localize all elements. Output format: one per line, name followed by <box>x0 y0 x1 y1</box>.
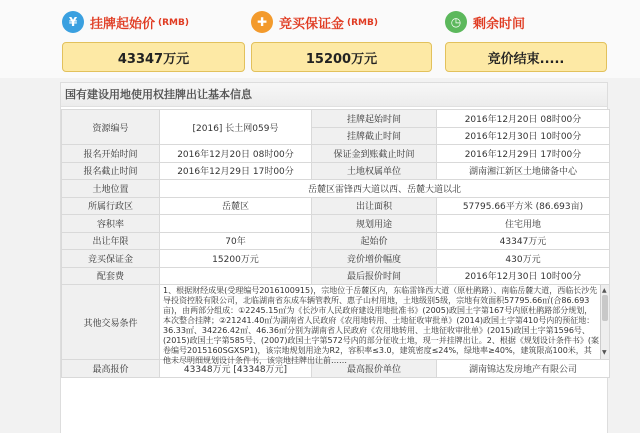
table-row <box>62 180 610 198</box>
other-conditions-text: 1、根据财经成果(受理编号2016100915)，宗地位于岳麓区内，东临雷锋西大道（原杜鹃路）、南临岳麓大道，西临长沙先导投资控股有限公司，北临湖南省东成车辆管教所、惠子山村用地，土地级别5级，宗地有效面积57795.66㎡(合86.693亩)，由两部分组成：①2245.15㎡为《长沙市人民政府建设用地批准书》(2005)政国土字第167号内原杜鹃路部分规划，本次整合挂牌；②21241.40㎡为湖南省人民政府《农用地转用、土地征收审批单》(2014)政国土字第410号内的预征地：36.33㎡、34226.42㎡、46.36㎡分别为湖南省人民政府《农用地转用、土地征收审批单》(2015)政国土字第1596号、(2015)政国土字第585号、(2007)政国土字第572号内的部分征收土地，现一并挂牌出让。2、根据《规划设计条件书》(案卷编号2015160SGXSP1)，该宗地规划用途为R2，容积率≤3.0，建筑密度≤24%，绿地率≥40%，建筑限高100米，其他未尽明细规划设计条件书，该宗地挂牌出让前…… <box>163 286 599 365</box>
start-price-value: 43347万元 <box>62 42 245 72</box>
remaining-value: 竞价结束..... <box>445 42 607 72</box>
other-conditions-cell[interactable] <box>160 285 610 365</box>
increment-label: 竞价增价幅度 <box>312 250 437 268</box>
highest-bidder-value: 湖南锦达发房地产有限公司 <box>437 360 610 378</box>
plot-ratio-value <box>160 215 312 233</box>
table-row <box>62 267 610 285</box>
notes-scrollbar[interactable] <box>600 285 609 359</box>
org-value: 湖南湘江新区土地储备中心 <box>437 162 610 180</box>
resource-no-value: [2016] 长土网059号 <box>160 110 312 145</box>
start-price-row-label: 起始价 <box>312 232 437 250</box>
deposit-icon: ✚ <box>251 11 273 33</box>
table-row <box>62 145 610 163</box>
highest-quote-label: 最高报价 <box>62 360 160 378</box>
apply-end-label: 报名截止时间 <box>62 162 160 180</box>
term-label: 出让年限 <box>62 232 160 250</box>
deposit-row-label: 竞买保证金 <box>62 250 160 268</box>
panel-title: 国有建设用地使用权挂牌出让基本信息 <box>61 83 607 107</box>
supporting-label: 配套费 <box>62 267 160 285</box>
apply-start-label: 报名开始时间 <box>62 145 160 163</box>
table-row <box>62 162 610 180</box>
start-price-label: 挂牌起始价 <box>90 16 156 32</box>
location-value: 岳麓区雷锋西大道以西、岳麓大道以北 <box>160 180 610 198</box>
table-row <box>62 197 610 215</box>
scroll-down-icon[interactable]: ▼ <box>602 349 607 356</box>
table-row <box>62 285 610 360</box>
table-row <box>62 110 610 128</box>
deposit-row-value: 15200万元 <box>160 250 312 268</box>
deposit-value: 15200万元 <box>251 42 432 72</box>
supporting-value <box>160 267 312 285</box>
basic-info-table <box>61 109 610 378</box>
start-price-heading <box>62 9 189 35</box>
last-quote-time-value: 2016年12月30日 10时00分 <box>437 267 610 285</box>
table-row <box>62 232 610 250</box>
deposit-heading <box>251 9 378 35</box>
start-price-row-value: 43347万元 <box>437 232 610 250</box>
usage-value: 住宅用地 <box>437 215 610 233</box>
apply-end-value: 2016年12月29日 17时00分 <box>160 162 312 180</box>
org-label: 土地权属单位 <box>312 162 437 180</box>
apply-start-value: 2016年12月20日 08时00分 <box>160 145 312 163</box>
scroll-thumb[interactable] <box>602 295 608 321</box>
deposit-currency: (RMB) <box>347 18 378 28</box>
area-label: 出让面积 <box>312 197 437 215</box>
other-conditions-label: 其他交易条件 <box>62 285 160 360</box>
plot-ratio-label: 容积率 <box>62 215 160 233</box>
summary-bar <box>0 0 640 78</box>
location-label: 土地位置 <box>62 180 160 198</box>
term-value: 70年 <box>160 232 312 250</box>
highest-quote-value: 43348万元 [43348万元] <box>160 360 312 378</box>
last-quote-time-label: 最后报价时间 <box>312 267 437 285</box>
start-price-currency: (RMB) <box>158 18 189 28</box>
increment-value: 430万元 <box>437 250 610 268</box>
deposit-deadline-value: 2016年12月29日 17时00分 <box>437 145 610 163</box>
clock-icon: ◷ <box>445 11 467 33</box>
area-value: 57795.66平方米 (86.693亩) <box>437 197 610 215</box>
listing-end-label: 挂牌截止时间 <box>312 127 437 145</box>
table-row <box>62 250 610 268</box>
district-label: 所属行政区 <box>62 197 160 215</box>
listing-start-label: 挂牌起始时间 <box>312 110 437 128</box>
listing-end-value: 2016年12月30日 10时00分 <box>437 127 610 145</box>
district-value: 岳麓区 <box>160 197 312 215</box>
table-row <box>62 215 610 233</box>
highest-bidder-label: 最高报价单位 <box>312 360 437 378</box>
remaining-label: 剩余时间 <box>473 16 526 32</box>
deposit-label: 竞买保证金 <box>279 16 345 32</box>
scroll-up-icon[interactable]: ▲ <box>602 287 607 294</box>
resource-no-label: 资源编号 <box>62 110 160 145</box>
basic-info-panel <box>60 82 608 433</box>
deposit-deadline-label: 保证金到账截止时间 <box>312 145 437 163</box>
price-icon: ¥ <box>62 11 84 33</box>
remaining-heading <box>445 9 525 35</box>
listing-start-value: 2016年12月20日 08时00分 <box>437 110 610 128</box>
usage-label: 规划用途 <box>312 215 437 233</box>
